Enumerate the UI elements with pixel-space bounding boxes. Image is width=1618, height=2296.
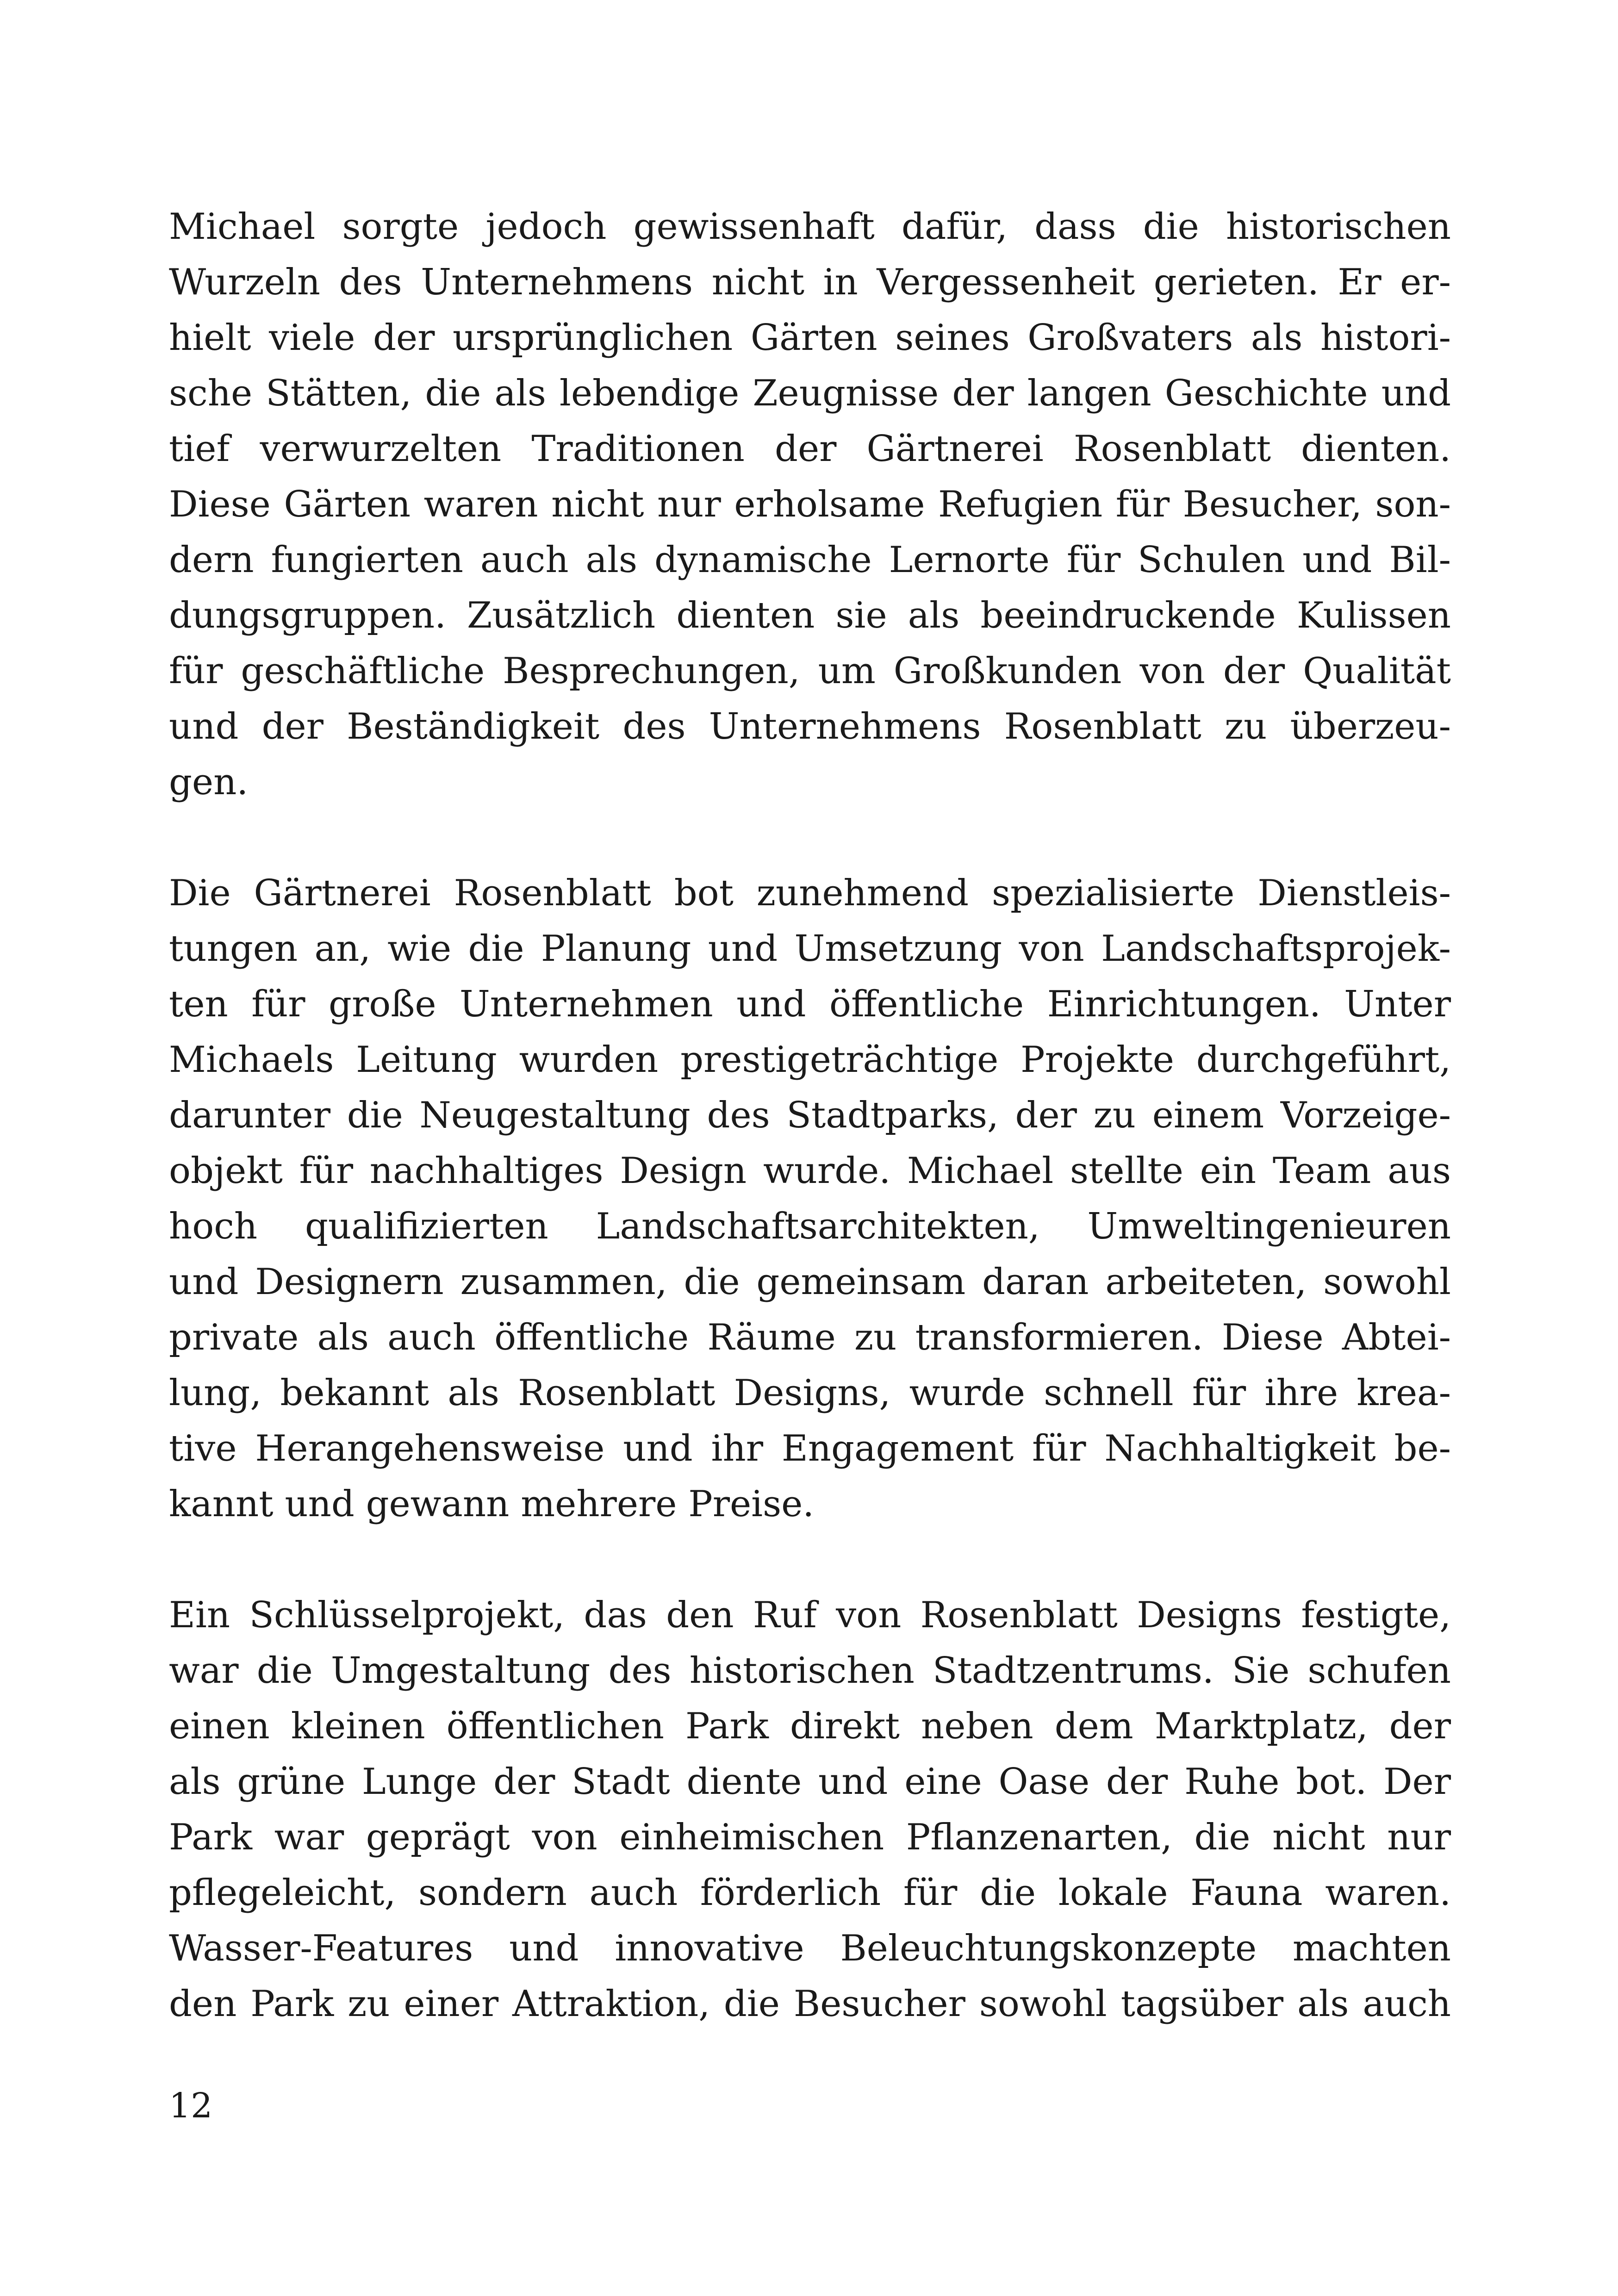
text-line: und der Beständigkeit des Unternehmens Rosenblatt zu überzeu- bbox=[169, 706, 1451, 747]
text-line: Ein Schlüsselprojekt, das den Ruf von Rosenblatt Designs festigte, bbox=[169, 1594, 1451, 1636]
text-line: einen kleinen öffentlichen Park direkt neben dem Marktplatz, der bbox=[169, 1705, 1451, 1747]
text-line: Wurzeln des Unternehmens nicht in Vergessenheit gerieten. Er er- bbox=[169, 261, 1451, 303]
text-line: Diese Gärten waren nicht nur erholsame Refugien für Besucher, son- bbox=[169, 484, 1451, 525]
text-line: ten für große Unternehmen und öffentliche Einrichtungen. Unter bbox=[169, 983, 1451, 1025]
text-line: pflegeleicht, sondern auch förderlich für die lokale Fauna waren. bbox=[169, 1872, 1451, 1914]
text-line: hoch qualifizierten Landschaftsarchitekten, Umweltingenieuren bbox=[169, 1206, 1451, 1247]
text-line: Michaels Leitung wurden prestigeträchtige Projekte durchgeführt, bbox=[169, 1039, 1451, 1081]
paragraph-2 bbox=[169, 865, 1451, 1532]
text-line: hielt viele der ursprünglichen Gärten seines Großvaters als histori- bbox=[169, 317, 1451, 359]
text-line: Michael sorgte jedoch gewissenhaft dafür, dass die historischen bbox=[169, 206, 1451, 248]
text-line: darunter die Neugestaltung des Stadtparks, der zu einem Vorzeige- bbox=[169, 1095, 1451, 1136]
text-line: war die Umgestaltung des historischen Stadtzentrums. Sie schufen bbox=[169, 1650, 1451, 1692]
text-line: sche Stätten, die als lebendige Zeugnisse der langen Geschichte und bbox=[169, 373, 1451, 414]
paragraph-spacer bbox=[169, 810, 1451, 865]
body-text bbox=[169, 199, 1451, 2032]
text-line: tungen an, wie die Planung und Umsetzung von Landschaftsprojek- bbox=[169, 928, 1451, 970]
text-line: dern fungierten auch als dynamische Lernorte für Schulen und Bil- bbox=[169, 539, 1451, 581]
paragraph-3 bbox=[169, 1587, 1451, 2032]
text-line: und Designern zusammen, die gemeinsam daran arbeiteten, sowohl bbox=[169, 1261, 1451, 1303]
text-line: Park war geprägt von einheimischen Pflanzenarten, die nicht nur bbox=[169, 1817, 1451, 1858]
text-line: lung, bekannt als Rosenblatt Designs, wurde schnell für ihre krea- bbox=[169, 1372, 1451, 1414]
page-number: 12 bbox=[169, 2086, 213, 2126]
text-line: tief verwurzelten Traditionen der Gärtnerei Rosenblatt dienten. bbox=[169, 428, 1451, 470]
paragraph-spacer bbox=[169, 1532, 1451, 1587]
text-line: private als auch öffentliche Räume zu transformieren. Diese Abtei- bbox=[169, 1317, 1451, 1358]
text-line: gen. bbox=[169, 761, 249, 803]
paragraph-1 bbox=[169, 199, 1451, 810]
text-line: dungsgruppen. Zusätzlich dienten sie als beeindruckende Kulissen bbox=[169, 595, 1451, 636]
text-line: für geschäftliche Besprechungen, um Großkunden von der Qualität bbox=[169, 650, 1451, 692]
text-line: den Park zu einer Attraktion, die Besucher sowohl tagsüber als auch bbox=[169, 1983, 1451, 2025]
text-line: als grüne Lunge der Stadt diente und eine Oase der Ruhe bot. Der bbox=[169, 1761, 1451, 1803]
text-line: kannt und gewann mehrere Preise. bbox=[169, 1483, 815, 1525]
text-line: Wasser-Features und innovative Beleuchtungskonzepte machten bbox=[169, 1928, 1451, 1969]
text-line: Die Gärtnerei Rosenblatt bot zunehmend spezialisierte Dienstleis- bbox=[169, 872, 1451, 914]
text-line: objekt für nachhaltiges Design wurde. Michael stellte ein Team aus bbox=[169, 1150, 1451, 1192]
text-line: tive Herangehensweise und ihr Engagement für Nachhaltigkeit be- bbox=[169, 1428, 1451, 1469]
